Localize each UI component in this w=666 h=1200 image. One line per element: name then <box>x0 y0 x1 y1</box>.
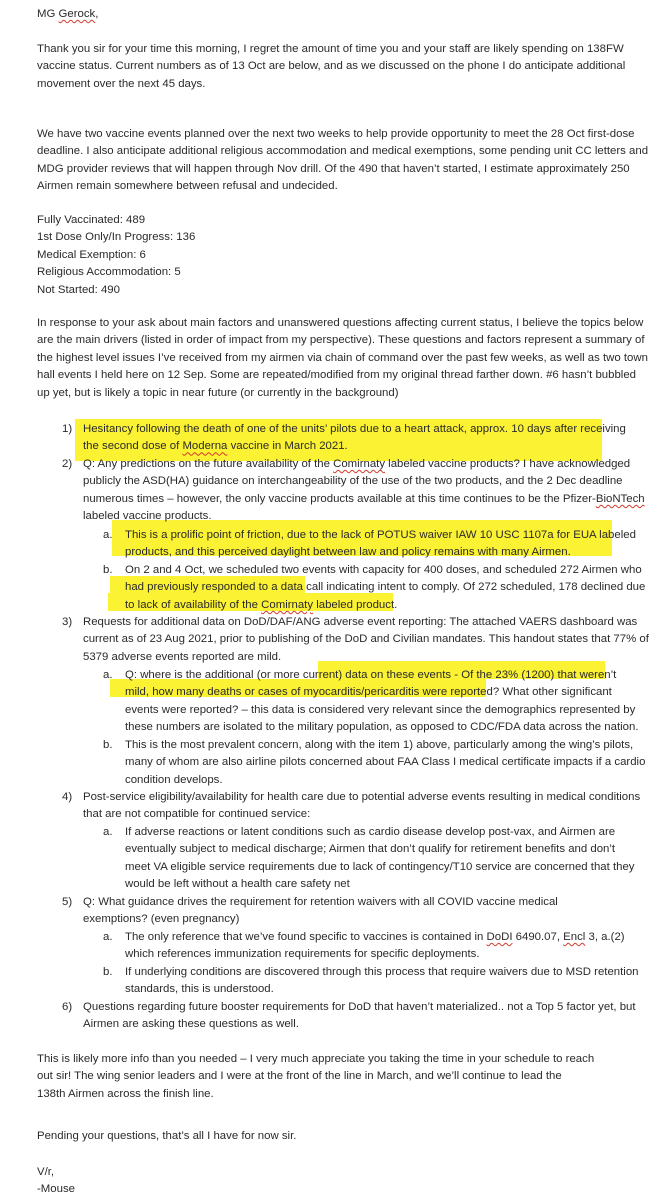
item-line: condition develops. <box>125 773 223 786</box>
item-line: Q: What guidance drives the requirement for retention waivers with all COVID vaccine medical <box>83 896 558 908</box>
paragraph-line: up yet, but is likely a topic in near future (or currently in the background) <box>37 386 399 399</box>
item-line <box>83 456 645 473</box>
paragraph-line: This is likely more info than you needed – I very much appreciate you taking the time in your schedule to reach <box>37 1053 595 1065</box>
drivers-paragraph <box>37 315 648 402</box>
events-paragraph <box>37 126 648 196</box>
item-line: Airmen are asking these questions as well. <box>83 1018 299 1031</box>
subitem-text <box>125 964 639 999</box>
subitem-text <box>125 562 645 614</box>
item-line: these numbers are isolated to the military population, as opposed to CDC/FDA data across the nation. <box>125 721 639 734</box>
text-run: Of the 23% (1200) that weren’t <box>461 669 617 681</box>
item-line: many of whom are also airline pilots concerned about FAA Class I medical certificate impacts if a cardio <box>125 756 646 769</box>
text-run: 6490.07, <box>512 931 564 943</box>
paragraph-line: We have two vaccine events planned over the next two weeks to help provide opportunity to meet the 28 Oct first-dose <box>37 128 635 140</box>
status-not-started: Not Started: 490 <box>37 283 120 296</box>
item-text <box>83 614 649 666</box>
subitem-marker: b. <box>103 739 113 751</box>
item-line <box>83 491 645 508</box>
item-line: which references immunization requirements for specific deployments. <box>125 948 480 961</box>
item-text <box>83 999 636 1034</box>
item-line: exemptions? (even pregnancy) <box>83 913 240 926</box>
item-line: Hesitancy following the death of one of the units’ pilots due to a heart attack, approx. 10 days after receiving <box>83 423 626 435</box>
item-line: Post-service eligibility/availability for health care due to potential adverse events resulting in medical conditions <box>83 791 641 803</box>
item-line: This is the most prevalent concern, along with the item 1) above, particularly among the wing’s pilots, <box>125 739 634 751</box>
item-line: that are not compatible for continued service: <box>83 808 311 821</box>
item-number: 1) <box>62 423 73 435</box>
item-line <box>125 597 645 614</box>
item-line: meet VA eligible service requirements due to lack of contingency/T10 service are concerned that they <box>125 860 635 873</box>
misspelled-word: BioNTech <box>595 492 645 505</box>
item-text <box>83 789 640 824</box>
text-run: labeled product. <box>313 598 398 611</box>
item-text <box>83 894 558 929</box>
text-run: mild, how many deaths or cases of myocarditis/pericarditis were reported? <box>125 686 500 699</box>
item-line: publicly the ASD(HA) guidance on interchangeability of the use of the two products, and the 2 Dec deadline <box>83 475 623 488</box>
item-number: 3) <box>62 616 73 628</box>
item-text <box>83 421 626 456</box>
subitem-text <box>125 737 645 789</box>
paragraph-line: deadline. I also anticipate additional religious accommodation and medical exemptions, some pending unit CC letters and <box>37 145 649 158</box>
paragraph-line: are the main drivers (listed in order of impact from my perspective). These questions and factors represent a summary of <box>37 334 645 347</box>
subitem-text <box>125 824 634 894</box>
paragraph-line: vaccine status. Current numbers as of 13 Oct are below, and as we discussed on the phone I do anticipate additional <box>37 60 626 73</box>
item-line <box>125 684 639 701</box>
item-line: labeled vaccine products. <box>83 510 212 523</box>
paragraph-line: MDG provider reviews that will happen through Nov drill. Of the 490 that haven’t started, I estimate approximately 250 <box>37 162 630 175</box>
paragraph-line: Airmen remain somewhere between refusal and undecided. <box>37 180 338 193</box>
item-number: 5) <box>62 896 73 908</box>
subitem-marker: b. <box>103 966 113 978</box>
item-line: products, and this perceived daylight between law and policy remains with many Airmen. <box>125 546 571 559</box>
paragraph-line: hall events I held here on 12 Sep. Some are repeated/modified from my original thread farther down. #6 hasn’t bubbled <box>37 369 637 382</box>
text-run: the second dose of <box>83 440 183 453</box>
intro-paragraph <box>37 41 625 93</box>
pending-line: Pending your questions, that’s all I have for now sir. <box>37 1130 297 1142</box>
item-line <box>125 579 645 596</box>
misspelled-word: DoDI <box>486 931 513 943</box>
item-number: 4) <box>62 791 73 803</box>
misspelled-word: Comirnaty <box>333 458 386 470</box>
text-run: vaccine in March 2021. <box>227 440 348 453</box>
item-line: would be left without a health care safety net <box>125 878 350 891</box>
status-fully-vaccinated: Fully Vaccinated: 489 <box>37 214 146 226</box>
text-run: labeled vaccine products? I have acknowledged <box>385 458 631 470</box>
subitem-marker: a. <box>103 931 113 943</box>
paragraph-line: out sir! The wing senior leaders and I were at the front of the line in March, and we’ll continue to lead the <box>37 1070 562 1083</box>
item-number: 6) <box>62 1001 73 1013</box>
subitem-marker: a. <box>103 529 113 541</box>
item-line: This is a prolific point of friction, due to the lack of POTUS waiver IAW 10 USC 1107a for EUA labeled <box>125 529 636 541</box>
text-run: data call indicating intent to comply. Of 272 scheduled, 178 declined due <box>277 581 646 594</box>
item-line <box>125 667 639 684</box>
item-line: eventually subject to medical discharge; Airmen that don’t qualify for retirement benefits and don’t <box>125 843 616 856</box>
item-line: Questions regarding future booster requirements for DoD that haven’t materialized.. not a Top 5 factor yet, but <box>83 1001 636 1013</box>
status-medical-exemption: Medical Exemption: 6 <box>37 248 146 261</box>
item-line: 5379 adverse events reported are mild. <box>83 650 282 663</box>
item-line: If adverse reactions or latent conditions such as cardio disease develop post-vax, and Airmen are <box>125 826 616 838</box>
subitem-text <box>125 667 639 737</box>
text-run: What other significant <box>499 686 612 699</box>
item-text <box>83 456 645 526</box>
salutation <box>37 6 98 23</box>
subitem-text <box>125 929 625 964</box>
text-run: to lack of availability of the <box>125 598 262 611</box>
text-run: Q: where is the additional (or more current) data on these events - <box>125 669 462 681</box>
item-number: 2) <box>62 458 73 470</box>
status-first-dose: 1st Dose Only/In Progress: 136 <box>37 231 196 244</box>
misspelled-word: Gerock <box>58 8 96 20</box>
paragraph-line: 138th Airmen across the finish line. <box>37 1087 214 1100</box>
paragraph-line: Thank you sir for your time this morning, I regret the amount of time you and your staff are likely spending on 138FW <box>37 43 624 55</box>
signature: -Mouse <box>37 1183 75 1195</box>
misspelled-word: Encl <box>563 931 586 943</box>
item-line <box>125 929 625 946</box>
text-run: 3, a.(2) <box>585 931 625 943</box>
paragraph-line: movement over the next 45 days. <box>37 77 206 90</box>
item-line: events were reported? – this data is considered very relevant since the demographics represented by <box>125 703 636 716</box>
text-run: had previously responded to a <box>125 581 278 594</box>
subitem-marker: a. <box>103 669 113 681</box>
item-line: If underlying conditions are discovered through this process that require waivers due to MSD retention <box>125 966 639 978</box>
vaccine-status-list <box>37 212 195 299</box>
text-run: Q: Any predictions on the future availability of the <box>83 458 334 470</box>
closing-paragraph <box>37 1051 594 1103</box>
subitem-marker: b. <box>103 564 113 576</box>
salutation-text: MG Gerock, <box>37 8 99 20</box>
item-line: current as of 23 Aug 2021, prior to publishing of the DoD and Civilian mandates. This handout states that 77% of <box>83 633 649 646</box>
subitem-marker: a. <box>103 826 113 838</box>
text-run: numerous times – however, the only vaccine products available at this time continues to be the Pfizer- <box>83 492 596 505</box>
signoff: V/r, <box>37 1166 55 1178</box>
paragraph-line: the highest level issues I’ve received from my airmen via chain of command over the past few weeks, as well as two town <box>37 351 648 364</box>
misspelled-word: Comirnaty <box>261 598 314 611</box>
text-run: The only reference that we’ve found specific to vaccines is contained in <box>125 931 487 943</box>
status-religious-accommodation: Religious Accommodation: 5 <box>37 266 181 279</box>
paragraph-line: In response to your ask about main factors and unanswered questions affecting current status, I believe the topics below <box>37 317 644 329</box>
misspelled-word: Moderna <box>182 440 228 453</box>
item-line <box>83 438 626 455</box>
item-line: Requests for additional data on DoD/DAF/ANG adverse event reporting: The attached VAERS dashboard was <box>83 616 638 628</box>
item-line: standards, this is understood. <box>125 983 274 996</box>
item-line: On 2 and 4 Oct, we scheduled two events with capacity for 400 doses, and scheduled 272 Airmen who <box>125 564 642 576</box>
subitem-text <box>125 527 636 562</box>
